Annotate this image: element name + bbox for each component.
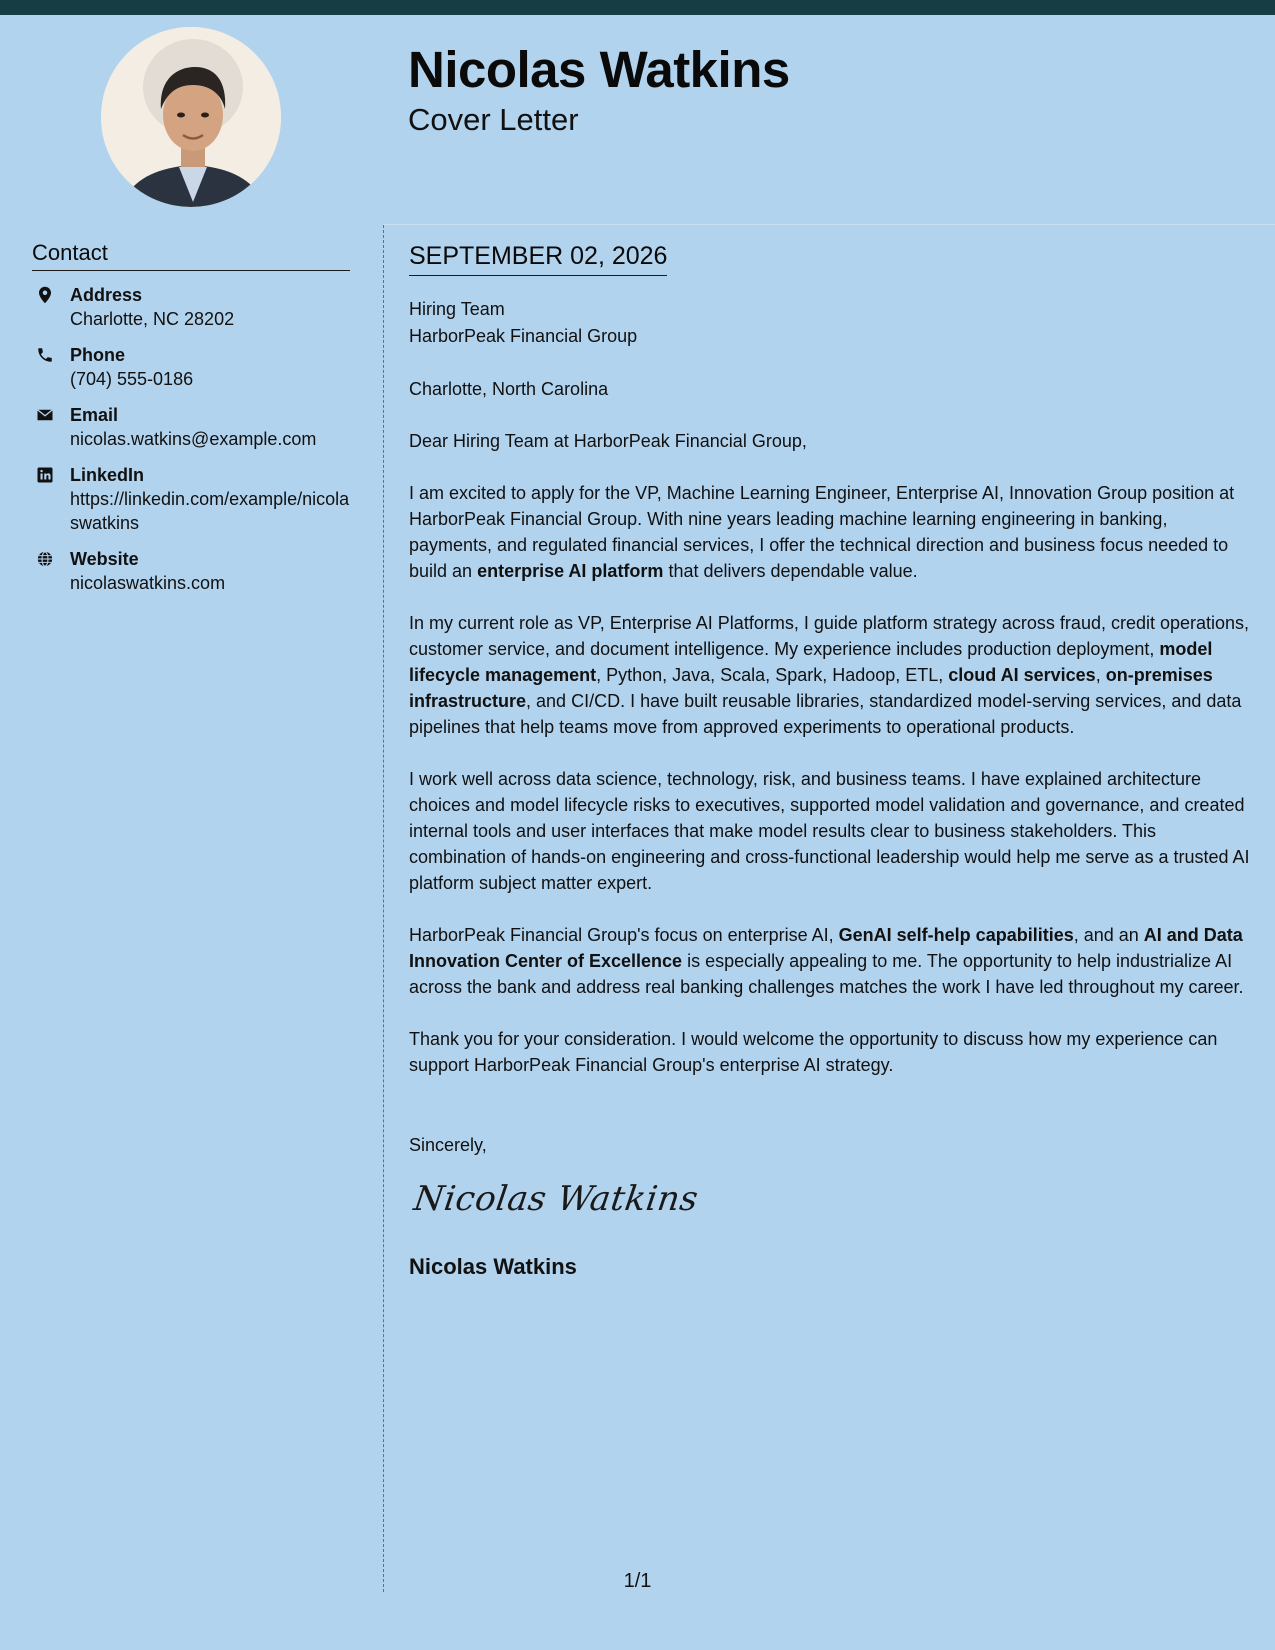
recipient-block <box>409 296 1254 350</box>
portrait-image <box>101 27 281 207</box>
handwritten-signature: Nicolas Watkins <box>411 1179 701 1219</box>
profile-photo <box>101 27 281 207</box>
website-link[interactable]: nicolaswatkins.com <box>70 573 226 593</box>
document-subtitle: Cover Letter <box>408 102 579 137</box>
letter-date: SEPTEMBER 02, 2026 <box>409 240 667 276</box>
envelope-icon <box>36 406 54 424</box>
text-run: HarborPeak Financial Group's focus on enterprise AI, <box>409 925 839 945</box>
signed-name: Nicolas Watkins <box>409 1254 577 1279</box>
text-run: , and an <box>1073 925 1144 945</box>
contact-heading: Contact <box>32 240 350 271</box>
bold-phrase: on-premises infrastructure <box>409 665 1213 711</box>
linkedin-icon <box>36 466 54 484</box>
paragraph-collaboration: I work well across data science, technology, risk, and business teams. I have explained architecture choices and model lifecycle risks to executives, supported model validation and governance, and created internal tools and user interfaces that make model results clear to business stakeholders. This combination of hands-on engineering and cross-functional leadership would help me serve as a trusted AI platform subject matter expert. <box>409 769 1250 893</box>
contact-label: LinkedIn <box>70 465 145 485</box>
contact-item-phone <box>32 343 352 391</box>
phone-icon <box>36 346 54 364</box>
text-run: In my current role as VP, Enterprise AI Platforms, I guide platform strategy across fraud, credit operations, customer service, and document intelligence. My experience includes production deployment, <box>409 613 1250 659</box>
text-run: is especially appealing to me. The opportunity to help industrialize AI across the bank and address real banking challenges matches the work I have led throughout my career. <box>409 951 1244 997</box>
closing-salutation: Sincerely, <box>409 1135 487 1155</box>
recipient-line: Hiring Team <box>409 299 505 319</box>
linkedin-link[interactable]: https://linkedin.com/example/nicolaswatkins <box>70 489 350 533</box>
text-run: , <box>1095 665 1106 685</box>
email-link[interactable]: nicolas.watkins@example.com <box>70 429 317 449</box>
phone-value: (704) 555-0186 <box>70 369 194 389</box>
contact-item-linkedin <box>32 463 352 535</box>
page-number: 1/1 <box>623 1570 652 1592</box>
contact-label: Address <box>70 285 143 305</box>
paragraph-motivation <box>409 922 1254 1000</box>
contact-sidebar <box>32 240 352 607</box>
bold-phrase: AI and Data Innovation Center of Excellence <box>409 925 1243 971</box>
paragraph-closing: Thank you for your consideration. I would welcome the opportunity to discuss how my experience can support HarborPeak Financial Group's enterprise AI strategy. <box>409 1029 1218 1075</box>
location-pin-icon <box>36 286 54 304</box>
bold-phrase: cloud AI services <box>948 665 1096 685</box>
text-run: , and CI/CD. I have built reusable libraries, standardized model-serving services, and data pipelines that help teams move from approved experiments to operational products. <box>409 691 1242 737</box>
greeting: Dear Hiring Team at HarborPeak Financial Group, <box>409 431 807 451</box>
column-divider <box>383 225 384 1592</box>
top-bar <box>0 0 1275 15</box>
contact-item-address <box>32 283 352 331</box>
letter-body <box>409 240 1254 1280</box>
text-run: , Python, Java, Scala, Spark, Hadoop, ETL, <box>596 665 949 685</box>
text-run: that delivers dependable value. <box>663 561 918 581</box>
contact-label: Phone <box>70 345 126 365</box>
header-rule <box>383 224 1275 225</box>
contact-list <box>32 283 352 595</box>
contact-item-website <box>32 547 352 595</box>
bold-phrase: model lifecycle management <box>409 639 1213 685</box>
recipient-location: Charlotte, North Carolina <box>409 379 609 399</box>
paragraph-experience <box>409 610 1254 740</box>
bold-phrase: enterprise AI platform <box>477 561 664 581</box>
bold-phrase: GenAI self-help capabilities <box>838 925 1074 945</box>
applicant-name: Nicolas Watkins <box>408 41 790 98</box>
contact-label: Email <box>70 405 119 425</box>
recipient-line: HarborPeak Financial Group <box>409 326 638 346</box>
contact-label: Website <box>70 549 139 569</box>
text-run: I am excited to apply for the VP, Machine Learning Engineer, Enterprise AI, Innovation Group position at HarborPeak Financial Group. With nine years leading machine learning engineering in banking, payments, and regulated financial services, I offer the technical direction and business focus needed to build an <box>409 483 1235 581</box>
globe-icon <box>36 550 54 568</box>
paragraph-intro <box>409 480 1254 584</box>
address-value: Charlotte, NC 28202 <box>70 309 235 329</box>
contact-item-email <box>32 403 352 451</box>
